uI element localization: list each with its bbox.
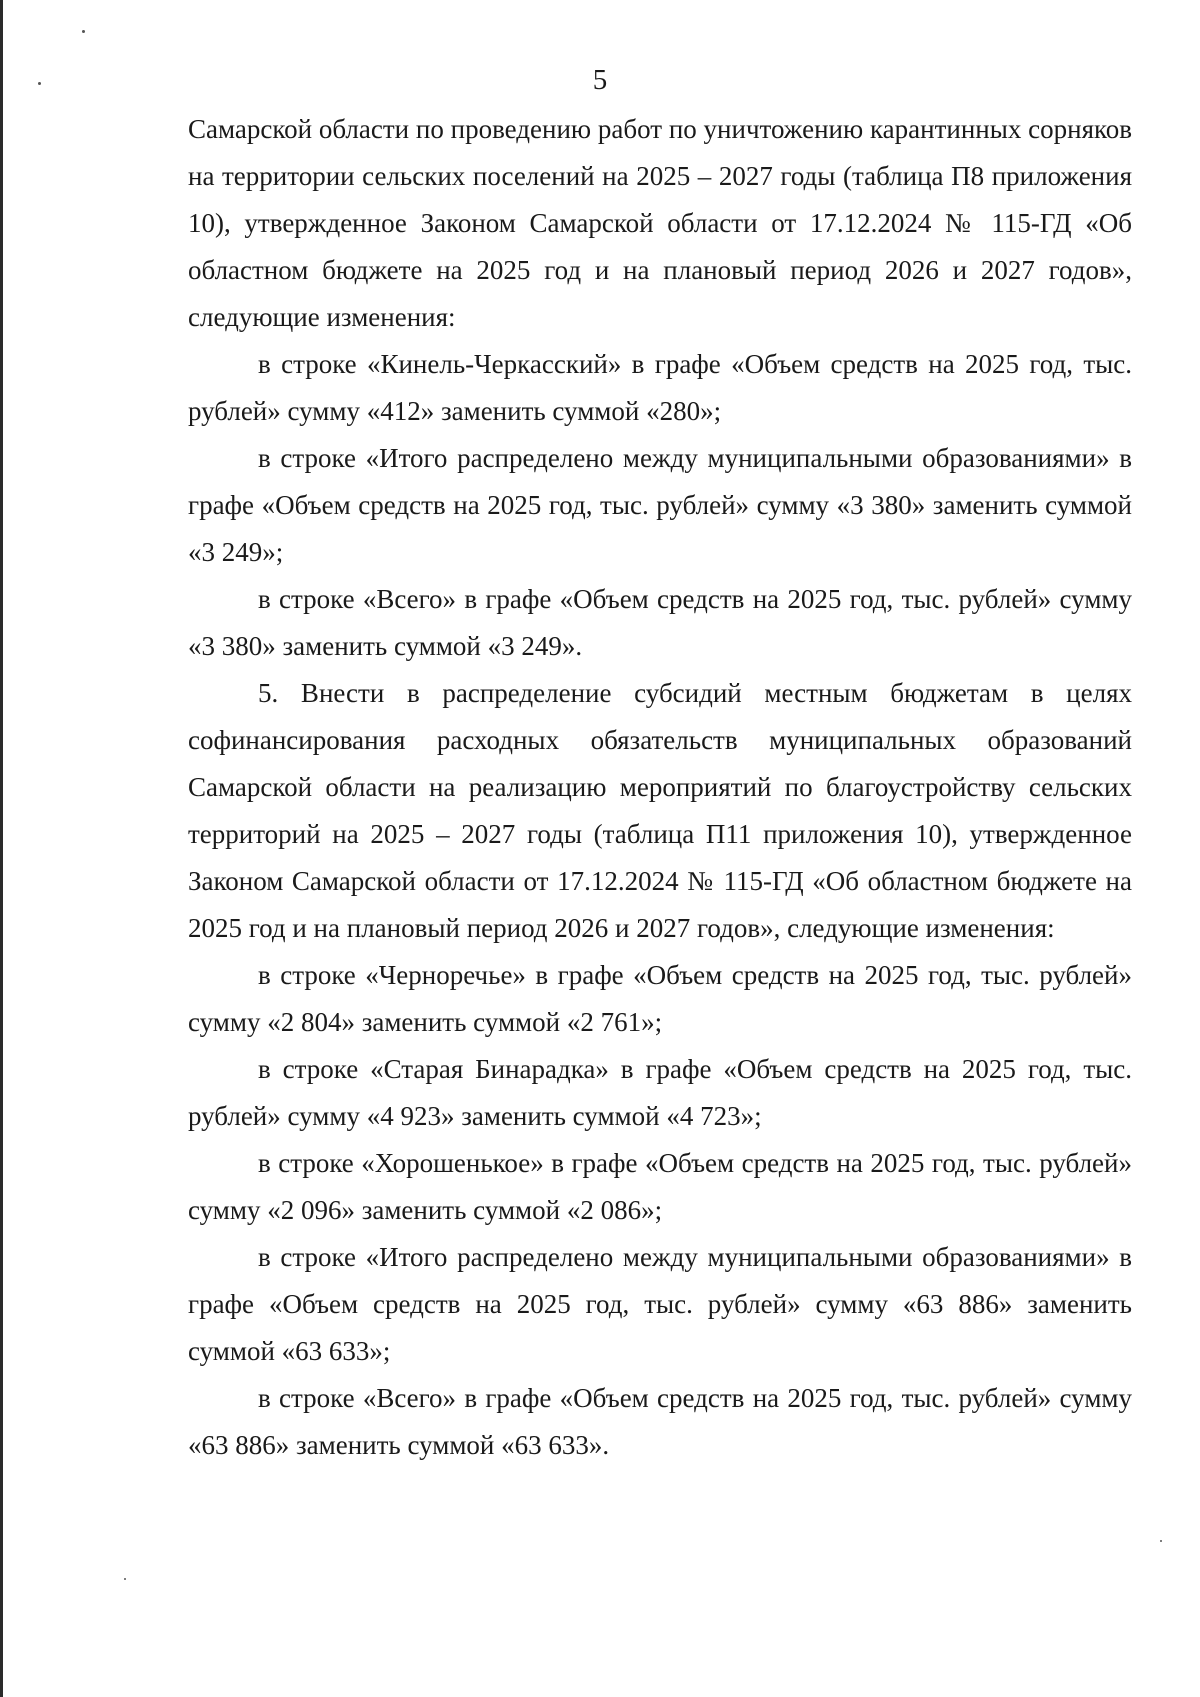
paragraph: в строке «Всего» в графе «Объем средств на 2025 год, тыс. рублей» сумму «63 886» заменить суммой «63 633».	[188, 1383, 1132, 1460]
paragraph: в строке «Старая Бинарадка» в графе «Объем средств на 2025 год, тыс. рублей» сумму «4 923» заменить суммой «4 723»;	[188, 1054, 1132, 1131]
scan-speck	[124, 1578, 126, 1580]
paragraph: в строке «Итого распределено между муниципальными образованиями» в графе «Объем средств на 2025 год, тыс. рублей» сумму «3 380» заменить суммой «3 249»;	[188, 443, 1132, 567]
document-body	[188, 106, 1132, 1469]
scan-speck	[1160, 1540, 1162, 1542]
page-number: 5	[592, 64, 608, 96]
paragraph: Самарской области по проведению работ по уничтожению карантинных сорняков на территории сельских поселений на 2025 – 2027 годы (таблица П8 приложения 10), утвержденное Законом Самарской области от 17.12.2024 № 115-ГД «Об областном бюджете на 2025 год и на плановый период 2026 и 2027 годов», следующие изменения:	[188, 114, 1132, 332]
paragraph: в строке «Кинель-Черкасский» в графе «Объем средств на 2025 год, тыс. рублей» сумму «412» заменить суммой «280»;	[188, 349, 1132, 426]
paragraph: в строке «Всего» в графе «Объем средств на 2025 год, тыс. рублей» сумму «3 380» заменить суммой «3 249».	[188, 584, 1132, 661]
paragraph: в строке «Черноречье» в графе «Объем средств на 2025 год, тыс. рублей» сумму «2 804» заменить суммой «2 761»;	[188, 960, 1132, 1037]
paragraph: 5. Внести в распределение субсидий местным бюджетам в целях софинансирования расходных обязательств муниципальных образований Самарской области на реализацию мероприятий по благоустройству сельских территорий на 2025 – 2027 годы (таблица П11 приложения 10), утвержденное Законом Самарской области от 17.12.2024 № 115-ГД «Об областном бюджете на 2025 год и на плановый период 2026 и 2027 годов», следующие изменения:	[188, 678, 1132, 943]
paragraph: в строке «Хорошенькое» в графе «Объем средств на 2025 год, тыс. рублей» сумму «2 096» заменить суммой «2 086»;	[188, 1148, 1132, 1225]
scan-left-edge	[0, 0, 3, 1697]
paragraph: в строке «Итого распределено между муниципальными образованиями» в графе «Объем средств на 2025 год, тыс. рублей» сумму «63 886» заменить суммой «63 633»;	[188, 1242, 1132, 1366]
scan-speck	[82, 30, 85, 33]
